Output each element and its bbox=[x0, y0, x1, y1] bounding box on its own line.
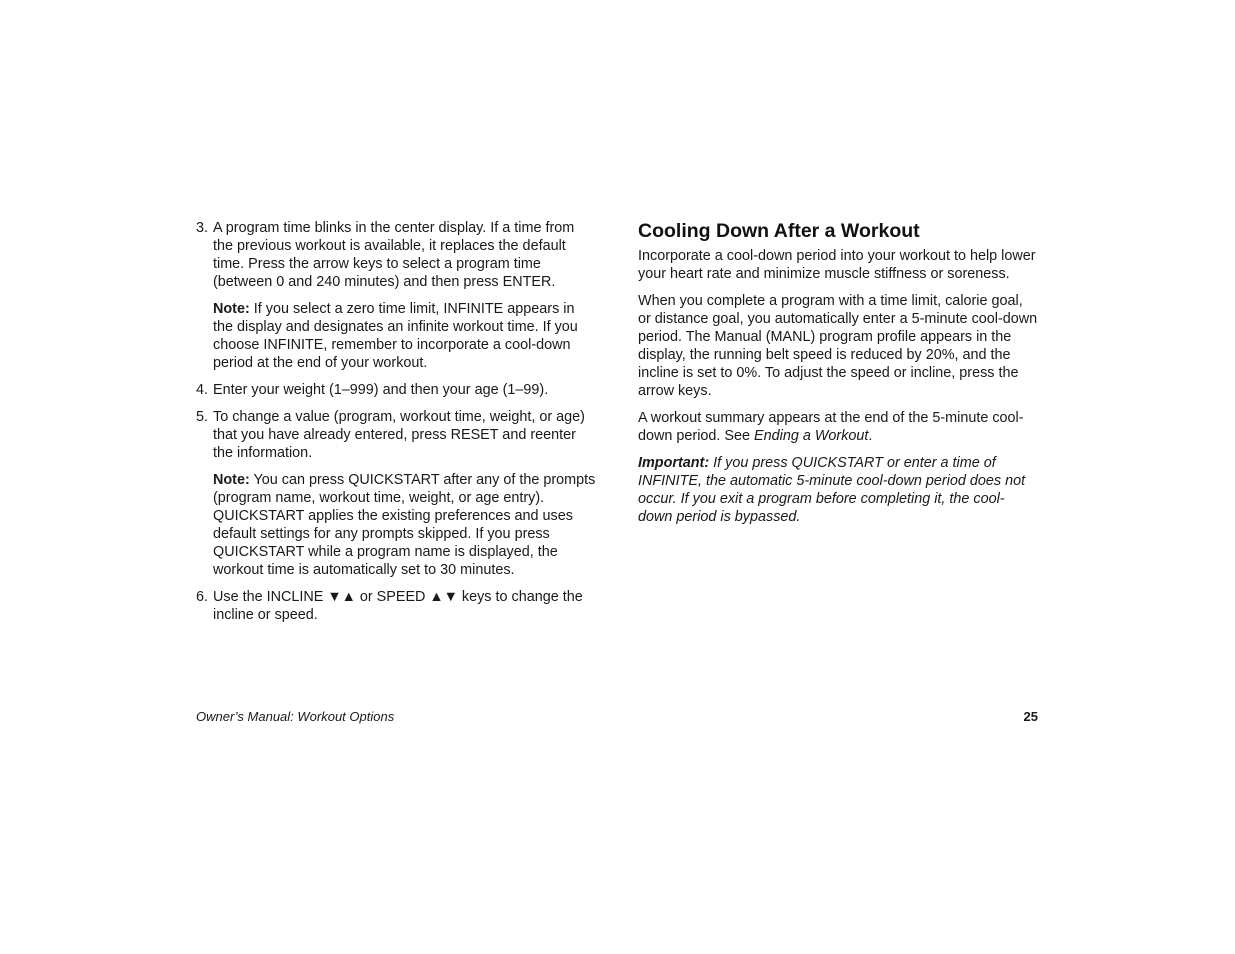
step-3 bbox=[196, 219, 596, 372]
important-label: Important: bbox=[638, 455, 710, 471]
step-4 bbox=[196, 381, 596, 399]
step-text: To change a value (program, workout time, weight, or age) that you have already entered, press RESET and reenter the information. bbox=[213, 409, 585, 461]
step-number: 4. bbox=[196, 382, 209, 398]
step-text: A program time blinks in the center display. If a time from the previous workout is available, it replaces the default time. Press the arrow keys to select a program time (between 0 and 240 minutes) and then press ENTER. bbox=[213, 220, 575, 290]
step-number: 3. bbox=[196, 220, 209, 236]
step-6 bbox=[196, 588, 596, 624]
note-text: If you select a zero time limit, INFINITE appears in the display and designates an infinite workout time. If you choose INFINITE, remember to incorporate a cool-down period at the end of your workout. bbox=[213, 301, 578, 371]
step-text: Use the INCLINE ▼▲ or SPEED ▲▼ keys to change the incline or speed. bbox=[213, 589, 583, 623]
step-note bbox=[213, 300, 596, 372]
summary-end: . bbox=[868, 428, 873, 444]
left-column bbox=[196, 219, 596, 633]
paragraph-summary bbox=[638, 409, 1038, 445]
step-body bbox=[213, 381, 596, 399]
step-note bbox=[213, 471, 596, 579]
step-body bbox=[213, 588, 596, 624]
note-text: You can press QUICKSTART after any of the prompts (program name, workout time, weight, or age entry). QUICKSTART applies the existing preferences and uses default settings for any prompts skipped. If you press QUICKSTART while a program name is displayed, the workout time is automatically set to 30 minutes. bbox=[213, 472, 596, 578]
paragraph-important bbox=[638, 454, 1038, 526]
important-text: If you press QUICKSTART or enter a time of INFINITE, the automatic 5-minute cool-down period does not occur. If you exit a program before completing it, the cool-down period is bypassed. bbox=[638, 455, 1026, 525]
page-number: 25 bbox=[1023, 709, 1038, 724]
paragraph-cool-down: When you complete a program with a time limit, calorie goal, or distance goal, you automatically enter a 5-minute cool-down period. The Manual (MANL) program profile appears in the display, the running belt speed is reduced by 20%, and the incline is set to 0%. To adjust the speed or incline, press the arrow keys. bbox=[638, 293, 1038, 399]
step-body bbox=[213, 219, 596, 372]
note-label: Note: bbox=[213, 472, 250, 488]
step-text: Enter your weight (1–999) and then your age (1–99). bbox=[213, 382, 549, 398]
section-heading: Cooling Down After a Workout bbox=[638, 220, 920, 242]
cross-reference: Ending a Workout bbox=[754, 428, 869, 444]
note-label: Note: bbox=[213, 301, 250, 317]
step-number: 6. bbox=[196, 589, 209, 605]
paragraph-intro: Incorporate a cool-down period into your workout to help lower your heart rate and minimize muscle stiffness or soreness. bbox=[638, 248, 1036, 282]
right-column bbox=[638, 219, 1038, 535]
summary-text: A workout summary appears at the end of the 5-minute cool-down period. See bbox=[638, 410, 1024, 444]
step-body bbox=[213, 408, 596, 579]
step-number: 5. bbox=[196, 409, 209, 425]
footer-title: Owner’s Manual: Workout Options bbox=[196, 709, 395, 724]
step-5 bbox=[196, 408, 596, 579]
